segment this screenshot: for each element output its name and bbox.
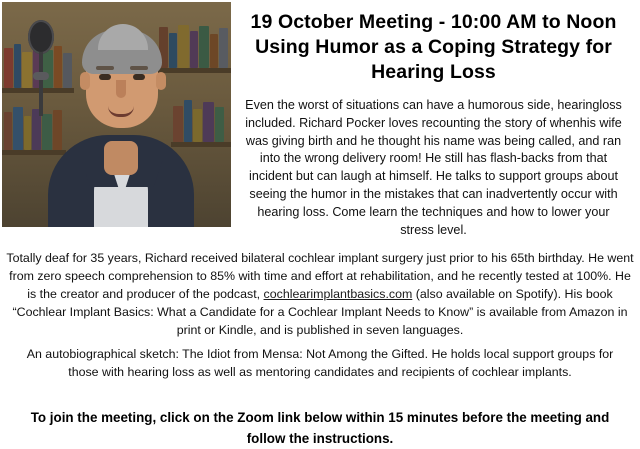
join-instruction-text: To join the meeting, click on the Zoom link below within 15 minutes before the meeting and follow the instructions. (30, 409, 610, 446)
headline-section (233, 0, 640, 240)
headline-line-1: 19 October Meeting - 10:00 AM to Noon (250, 11, 617, 33)
headline-line-2: Using Humor as a Coping Strategy for (255, 35, 612, 58)
bio-text-part-1: Totally deaf for 35 years, Richard received bilateral cochlear implant surgery just prior to his 65th birthday. He went from zero speech comprehension to 85% with time and effort at rehabilitation, and he recently tested at 100%. He is the creator and producer of the podcast, (6, 250, 634, 301)
speaker-figure (46, 10, 196, 227)
autobiographical-sketch-paragraph: An autobiographical sketch: The Idiot from Mensa: Not Among the Gifted. He holds local support groups for those with hearing loss as well as mentoring candidates and recipients of cochlear implants. (26, 346, 614, 379)
biography-paragraph (6, 250, 634, 340)
page-title (239, 10, 628, 85)
headline-line-3: Hearing Loss (371, 60, 496, 83)
speaker-portrait-photo (2, 2, 231, 227)
biography-section (0, 250, 640, 340)
speaker-photo-container (0, 0, 233, 227)
intro-paragraph: Even the worst of situations can have a humorous side, hearingloss included. Richard Pocker loves recounting the story of whenhis wife was giving birth and he thought his name was being called, and ran into the wrong delivery room! He still has flash-backs from that incident but can laugh at himself. He talks to support groups about seeing the humor in the mistakes that can inadvertently occur with hearing loss. Come learn the techniques and how to lower your stress level. (245, 97, 622, 237)
bio-text-part-2: (also available on Spotify). His book “Cochlear Implant Basics: What a Candidate for a Cochlear Implant Needs to Know” is available from Amazon in print or Kindle, and is published in seven languages. (12, 286, 628, 337)
podcast-link[interactable]: cochlearimplantbasics.com (263, 286, 413, 301)
